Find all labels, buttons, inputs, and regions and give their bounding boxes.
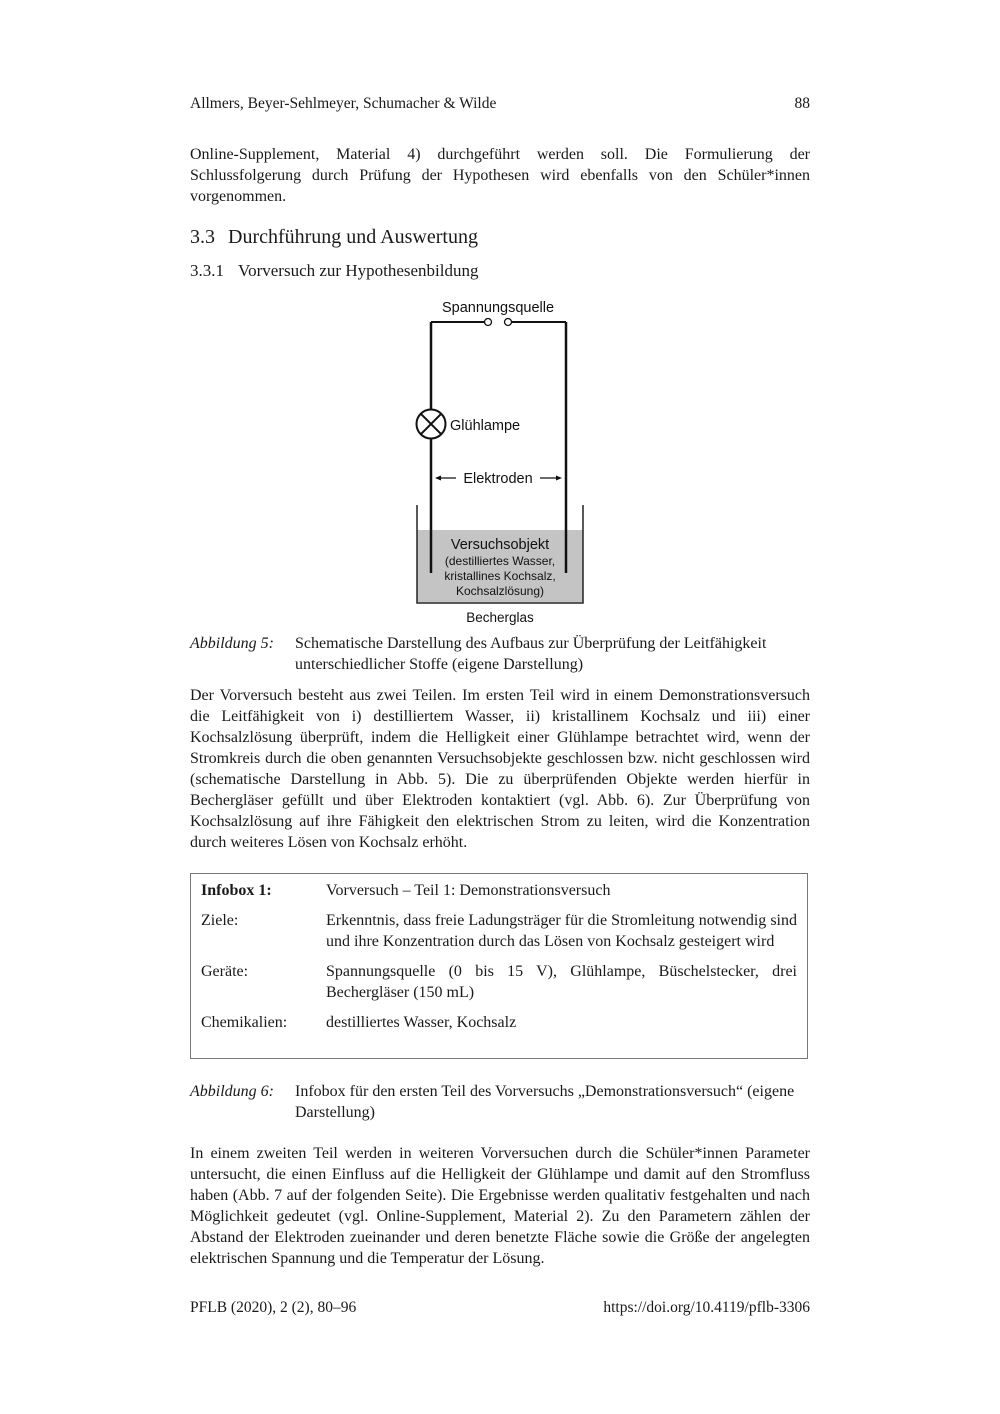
arrow-right-icon (540, 476, 562, 481)
infobox-value: Erkenntnis, dass freie Ladungsträger für die Stromleitung notwendig sind und ihre Konzentration durch das Lösen von Kochsalz gesteigert wird (326, 912, 797, 950)
infobox-key: Chemikalien: (201, 1014, 288, 1031)
sample-line-2: kristallines Kochsalz, (444, 569, 556, 583)
body-paragraph-3: In einem zweiten Teil werden in weiteren Vorversuchen durch die Schüler*innen Parameter untersucht, die einen Einfluss auf die Helligkeit der Glühlampe und damit auf den Stromfluss haben (Abb. 7 auf der folgenden Seite). Die Ergebnisse werden qualitativ festgehalten und nach Möglichkeit gedeutet (vgl. Online-Supplement, Material 2). Zu den Parametern zählen der Abstand der Elektroden zueinander und deren benetzte Fläche sowie die Größe der angelegten elektrischen Spannung und die Temperatur der Lösung. (190, 1145, 810, 1267)
infobox-row-goals (201, 910, 797, 952)
header-authors: Allmers, Beyer-Sehlmeyer, Schumacher & Wilde (190, 95, 497, 112)
subsection-number: 3.3.1 (190, 261, 224, 280)
infobox-title-key: Infobox 1: (201, 882, 272, 899)
terminal-icon (505, 319, 512, 326)
voltage-source-label: Spannungsquelle (441, 300, 555, 316)
infobox-value: destilliertes Wasser, Kochsalz (326, 1014, 517, 1031)
footer-citation: PFLB (2020), 2 (2), 80–96 (190, 1299, 357, 1316)
infobox-value: Spannungsquelle (0 bis 15 V), Glühlampe, Büschelstecker, drei Bechergläser (150 mL) (326, 963, 797, 1001)
subsection-heading (190, 261, 478, 281)
figure-6-caption-text: Infobox für den ersten Teil des Vorversuchs „Demonstrationsversuch“ (eigene Darstellung) (295, 1083, 795, 1121)
section-title: Durchführung und Auswertung (228, 226, 478, 248)
infobox-row-chemicals (201, 1012, 797, 1033)
section-heading (190, 226, 478, 249)
page-number: 88 (794, 95, 810, 112)
terminal-icon (485, 319, 492, 326)
infobox-title-row (201, 880, 797, 901)
sample-line-1: (destilliertes Wasser, (444, 554, 556, 568)
intro-paragraph: Online-Supplement, Material 4) durchgeführt werden soll. Die Formulierung der Schlussfolgerung durch Prüfung der Hypothesen wird ebenfalls von den Schüler*innen vorgenommen. (190, 146, 810, 205)
figure-5-caption-label: Abbildung 5: (190, 635, 274, 652)
running-footer (190, 1299, 810, 1317)
figure-6-caption (190, 1081, 810, 1123)
footer-doi-link[interactable]: https://doi.org/10.4119/pflb-3306 (603, 1299, 810, 1316)
circuit-diagram (410, 295, 595, 630)
subsection-title: Vorversuch zur Hypothesenbildung (238, 261, 479, 280)
beaker-label: Becherglas (466, 610, 534, 625)
figure-5-caption (190, 633, 810, 675)
sample-line-3: Kochsalzlösung) (455, 584, 545, 598)
infobox-row-equipment (201, 961, 797, 1003)
infobox-key: Ziele: (201, 912, 239, 929)
body-paragraph-2: Der Vorversuch besteht aus zwei Teilen. Im ersten Teil wird in einem Demonstrationsversuch die Leitfähigkeit von i) destilliertem Wasser, ii) kristallinem Kochsalz und iii) einer Kochsalzlösung überprüft, indem die Helligkeit einer Glühlampe betrachtet wird, wenn der Stromkreis durch die oben genannten Versuchsobjekte geschlossen bzw. nicht geschlossen wird (schematische Darstellung in Abb. 5). Die zu überprüfenden Objekte werden hierfür in Bechergläser gefüllt und über Elektroden kontaktiert (vgl. Abb. 6). Zur Überprüfung von Kochsalzlösung auf ihre Fähigkeit den elektrischen Strom zu leiten, wird die Konzentration durch weiteres Lösen von Kochsalz erhöht. (190, 687, 810, 851)
section-number: 3.3 (190, 226, 215, 248)
arrow-left-icon (435, 476, 456, 481)
infobox-title-value: Vorversuch – Teil 1: Demonstrationsversuch (326, 882, 611, 899)
sample-title: Versuchsobjekt (450, 537, 550, 553)
circuit-diagram-svg (410, 295, 595, 630)
lamp-label: Glühlampe (450, 418, 521, 434)
figure-5-caption-text: Schematische Darstellung des Aufbaus zur Überprüfung der Leitfähigkeit unterschiedlicher Stoffe (eigene Darstellung) (295, 635, 767, 673)
lamp-icon (417, 410, 446, 439)
infobox (190, 873, 808, 1059)
figure-6-caption-label: Abbildung 6: (190, 1083, 274, 1100)
infobox-key: Geräte: (201, 963, 249, 980)
running-header (190, 95, 810, 113)
electrodes-label: Elektroden (463, 471, 533, 487)
